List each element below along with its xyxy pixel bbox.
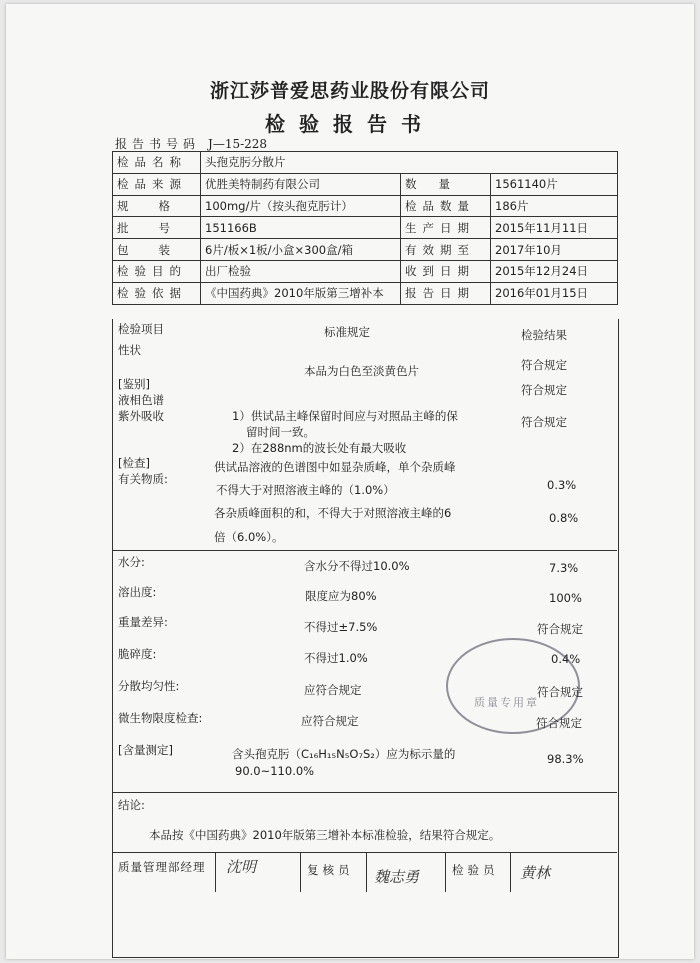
- appearance-result: 符合规定: [521, 358, 567, 372]
- qa-manager-label: 质量管理部经理: [118, 860, 206, 874]
- weight-result: 符合规定: [537, 622, 583, 636]
- company-name: 浙江莎普爱思药业股份有限公司: [209, 80, 490, 102]
- uv-label: 紫外吸收: [118, 409, 164, 423]
- water-standard: 含水分不得过10.0%: [304, 559, 410, 573]
- spec-value: 100mg/片（按头孢克肟计）: [201, 195, 401, 217]
- report-number-value: J—15-228: [208, 137, 278, 152]
- assay-result: 98.3%: [547, 752, 584, 766]
- source-value: 优胜美特制药有限公司: [201, 173, 401, 195]
- dispersion-result: 符合规定: [537, 685, 583, 699]
- batch-value: 151166B: [201, 217, 401, 239]
- assay-label: [含量测定]: [118, 743, 173, 757]
- col-item-header: 检验项目: [118, 322, 164, 336]
- friability-result: 0.4%: [551, 652, 581, 666]
- report-number: [115, 135, 278, 152]
- micro-standard: 应符合规定: [301, 714, 359, 728]
- dissolution-result: 100%: [549, 591, 582, 605]
- reviewer-label: 复核员: [307, 863, 354, 877]
- product-name-label: 检品名称: [113, 152, 201, 174]
- inspector-label: 检验员: [452, 863, 499, 877]
- seal-text: 质量专用章: [474, 696, 539, 709]
- weight-label: 重量差异:: [118, 615, 168, 629]
- related-result-1: 0.3%: [547, 478, 577, 492]
- dissolution-standard: 限度应为80%: [305, 589, 377, 603]
- appearance-standard: 本品为白色至淡黄色片: [304, 364, 419, 378]
- page-title: 检验报告书: [265, 112, 435, 136]
- quantity-label: 数量: [401, 173, 491, 195]
- report-number-label: 报告书号码: [115, 137, 201, 151]
- section-divider: [113, 550, 617, 551]
- purpose-value: 出厂检验: [201, 260, 401, 282]
- related-standard-4: 倍（6.0%）。: [214, 530, 284, 544]
- weight-standard: 不得过±7.5%: [304, 620, 378, 634]
- package-label: 包装: [113, 239, 201, 261]
- water-result: 7.3%: [549, 561, 579, 575]
- mfg-date-label: 生产日期: [401, 217, 491, 239]
- expiry-label: 有效期至: [401, 239, 491, 261]
- related-label: 有关物质:: [118, 472, 168, 486]
- dispersion-standard: 应符合规定: [304, 683, 362, 697]
- ident-result-2: 符合规定: [521, 415, 567, 429]
- conclusion-divider: [113, 792, 617, 793]
- assay-standard-1: 含头孢克肟（C₁₆H₁₅N₅O₇S₂）应为标示量的: [232, 747, 456, 761]
- received-label: 收到日期: [401, 260, 491, 282]
- footer-separator: [300, 852, 301, 892]
- footer-divider: [113, 852, 617, 853]
- sample-qty-value: 186片: [491, 195, 618, 217]
- report-date-label: 报告日期: [401, 282, 491, 304]
- footer-separator: [215, 852, 216, 892]
- col-result-header: 检验结果: [521, 328, 567, 342]
- dispersion-label: 分散均匀性:: [118, 679, 180, 693]
- micro-result: 符合规定: [536, 716, 582, 730]
- hplc-label: 液相色谱: [118, 393, 164, 407]
- related-standard-1: 供试品溶液的色谱图中如显杂质峰，单个杂质峰: [214, 460, 456, 474]
- footer-separator: [445, 852, 446, 892]
- related-result-2: 0.8%: [549, 511, 579, 525]
- ident-standard-1a: 1）供试品主峰保留时间应与对照品主峰的保: [232, 409, 458, 423]
- footer-separator: [510, 852, 511, 892]
- basis-label: 检验依据: [113, 282, 201, 304]
- purpose-label: 检验目的: [113, 260, 201, 282]
- received-value: 2015年12月24日: [491, 260, 618, 282]
- source-label: 检品来源: [113, 173, 201, 195]
- expiry-value: 2017年10月: [491, 239, 618, 261]
- batch-label: 批号: [113, 217, 201, 239]
- footer-separator: [366, 852, 367, 892]
- product-name-value: 头孢克肟分散片: [201, 152, 618, 174]
- appearance-label: 性状: [118, 343, 141, 357]
- ident-standard-2: 2）在288nm的波长处有最大吸收: [232, 441, 407, 455]
- friability-label: 脆碎度:: [118, 647, 157, 661]
- quantity-value: 1561140片: [491, 173, 618, 195]
- report-date-value: 2016年01月15日: [491, 282, 618, 304]
- sample-qty-label: 检品数量: [401, 195, 491, 217]
- friability-standard: 不得过1.0%: [304, 651, 368, 665]
- qa-manager-signature: 沈明: [226, 858, 257, 876]
- ident-label: [鉴别]: [118, 377, 150, 391]
- product-info-table: [112, 151, 618, 305]
- ident-standard-1b: 留时间一致。: [246, 425, 315, 439]
- ident-result-1: 符合规定: [521, 383, 567, 397]
- col-standard-header: 标准规定: [324, 325, 370, 339]
- related-standard-2: 不得大于对照溶液主峰的（1.0%）: [216, 483, 395, 497]
- basis-value: 《中国药典》2010年版第三增补本: [201, 282, 401, 304]
- quality-seal: [446, 638, 580, 734]
- package-value: 6片/板×1板/小盒×300盒/箱: [201, 239, 401, 261]
- water-label: 水分:: [118, 555, 145, 569]
- check-label: [检查]: [118, 456, 150, 470]
- dissolution-label: 溶出度:: [118, 585, 157, 599]
- micro-label: 微生物限度检查:: [118, 711, 203, 725]
- conclusion-text: 本品按《中国药典》2010年版第三增补本标准检验，结果符合规定。: [149, 828, 501, 842]
- inspector-signature: 黄林: [520, 864, 551, 882]
- mfg-date-value: 2015年11月11日: [491, 217, 618, 239]
- conclusion-label: 结论:: [118, 798, 145, 812]
- spec-label: 规格: [113, 195, 201, 217]
- reviewer-signature: 魏志勇: [374, 868, 420, 886]
- assay-standard-2: 90.0~110.0%: [235, 764, 315, 778]
- related-standard-3: 各杂质峰面积的和，不得大于对照溶液主峰的6: [214, 506, 452, 520]
